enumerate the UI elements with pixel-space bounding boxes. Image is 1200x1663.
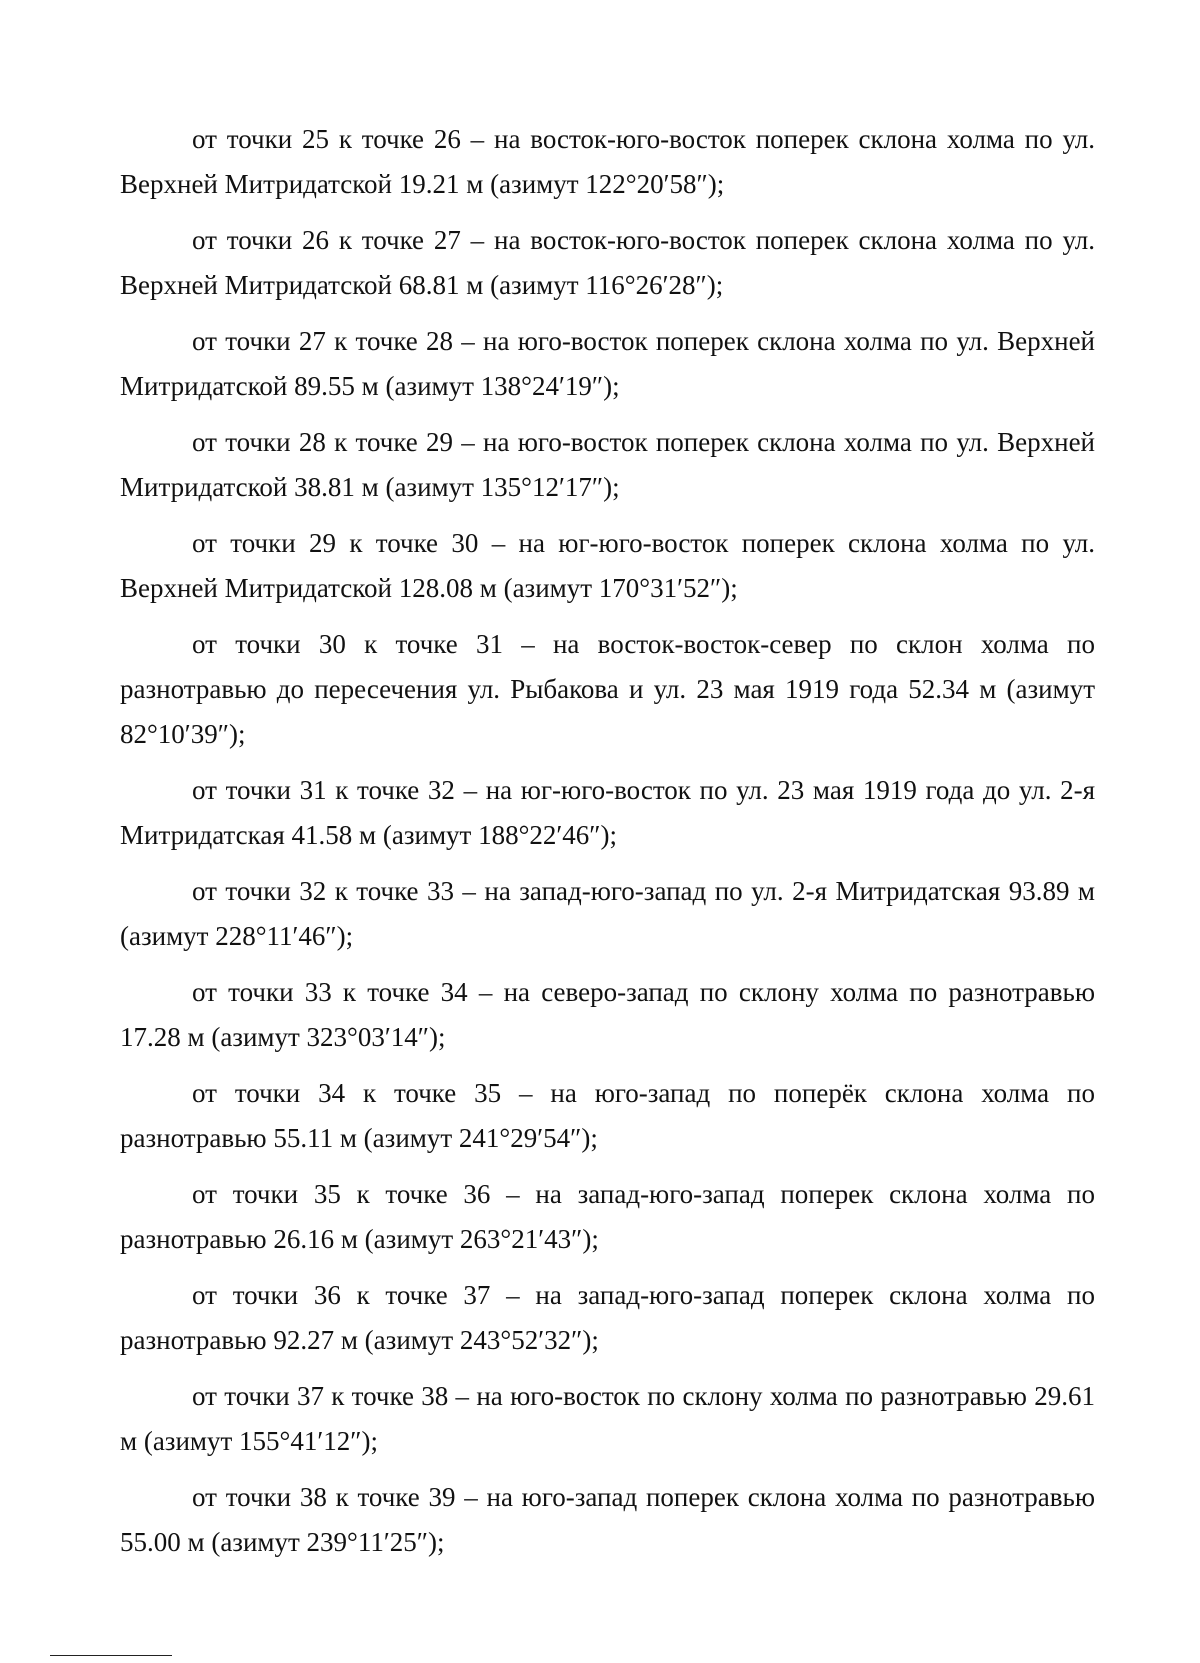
route-segment-paragraph: от точки 36 к точке 37 – на запад-юго-запад поперек склона холма по разнотравью 92.27 м (азимут 243°52′32″); — [120, 1280, 1095, 1355]
route-segment-paragraph: от точки 31 к точке 32 – на юг-юго-восток по ул. 23 мая 1919 года до ул. 2-я Митридатская 41.58 м (азимут 188°22′46″); — [120, 775, 1095, 850]
paragraph-list — [120, 117, 1095, 1576]
route-segment-paragraph: от точки 35 к точке 36 – на запад-юго-запад поперек склона холма по разнотравью 26.16 м (азимут 263°21′43″); — [120, 1179, 1095, 1254]
route-segment-paragraph: от точки 28 к точке 29 – на юго-восток поперек склона холма по ул. Верхней Митридатской 38.81 м (азимут 135°12′17″); — [120, 427, 1095, 502]
route-segment-paragraph: от точки 25 к точке 26 – на восток-юго-восток поперек склона холма по ул. Верхней Митридатской 19.21 м (азимут 122°20′58″); — [120, 124, 1095, 199]
route-segment-paragraph: от точки 37 к точке 38 – на юго-восток по склону холма по разнотравью 29.61 м (азимут 155°41′12″); — [120, 1381, 1095, 1456]
route-segment-paragraph: от точки 26 к точке 27 – на восток-юго-восток поперек склона холма по ул. Верхней Митридатской 68.81 м (азимут 116°26′28″); — [120, 225, 1095, 300]
footnote-divider — [50, 1655, 172, 1656]
route-segment-paragraph: от точки 34 к точке 35 – на юго-запад по поперёк склона холма по разнотравью 55.11 м (азимут 241°29′54″); — [120, 1078, 1095, 1153]
route-segment-paragraph: от точки 29 к точке 30 – на юг-юго-восток поперек склона холма по ул. Верхней Митридатской 128.08 м (азимут 170°31′52″); — [120, 528, 1095, 603]
route-segment-paragraph: от точки 30 к точке 31 – на восток-восток-север по склон холма по разнотравью до пересечения ул. Рыбакова и ул. 23 мая 1919 года 52.34 м (азимут 82°10′39″); — [120, 629, 1095, 749]
route-segment-paragraph: от точки 27 к точке 28 – на юго-восток поперек склона холма по ул. Верхней Митридатской 89.55 м (азимут 138°24′19″); — [120, 326, 1095, 401]
route-segment-paragraph: от точки 38 к точке 39 – на юго-запад поперек склона холма по разнотравью 55.00 м (азимут 239°11′25″); — [120, 1482, 1095, 1557]
route-segment-paragraph: от точки 33 к точке 34 – на северо-запад по склону холма по разнотравью 17.28 м (азимут 323°03′14″); — [120, 977, 1095, 1052]
route-segment-paragraph: от точки 32 к точке 33 – на запад-юго-запад по ул. 2-я Митридатская 93.89 м (азимут 228°11′46″); — [120, 876, 1095, 951]
